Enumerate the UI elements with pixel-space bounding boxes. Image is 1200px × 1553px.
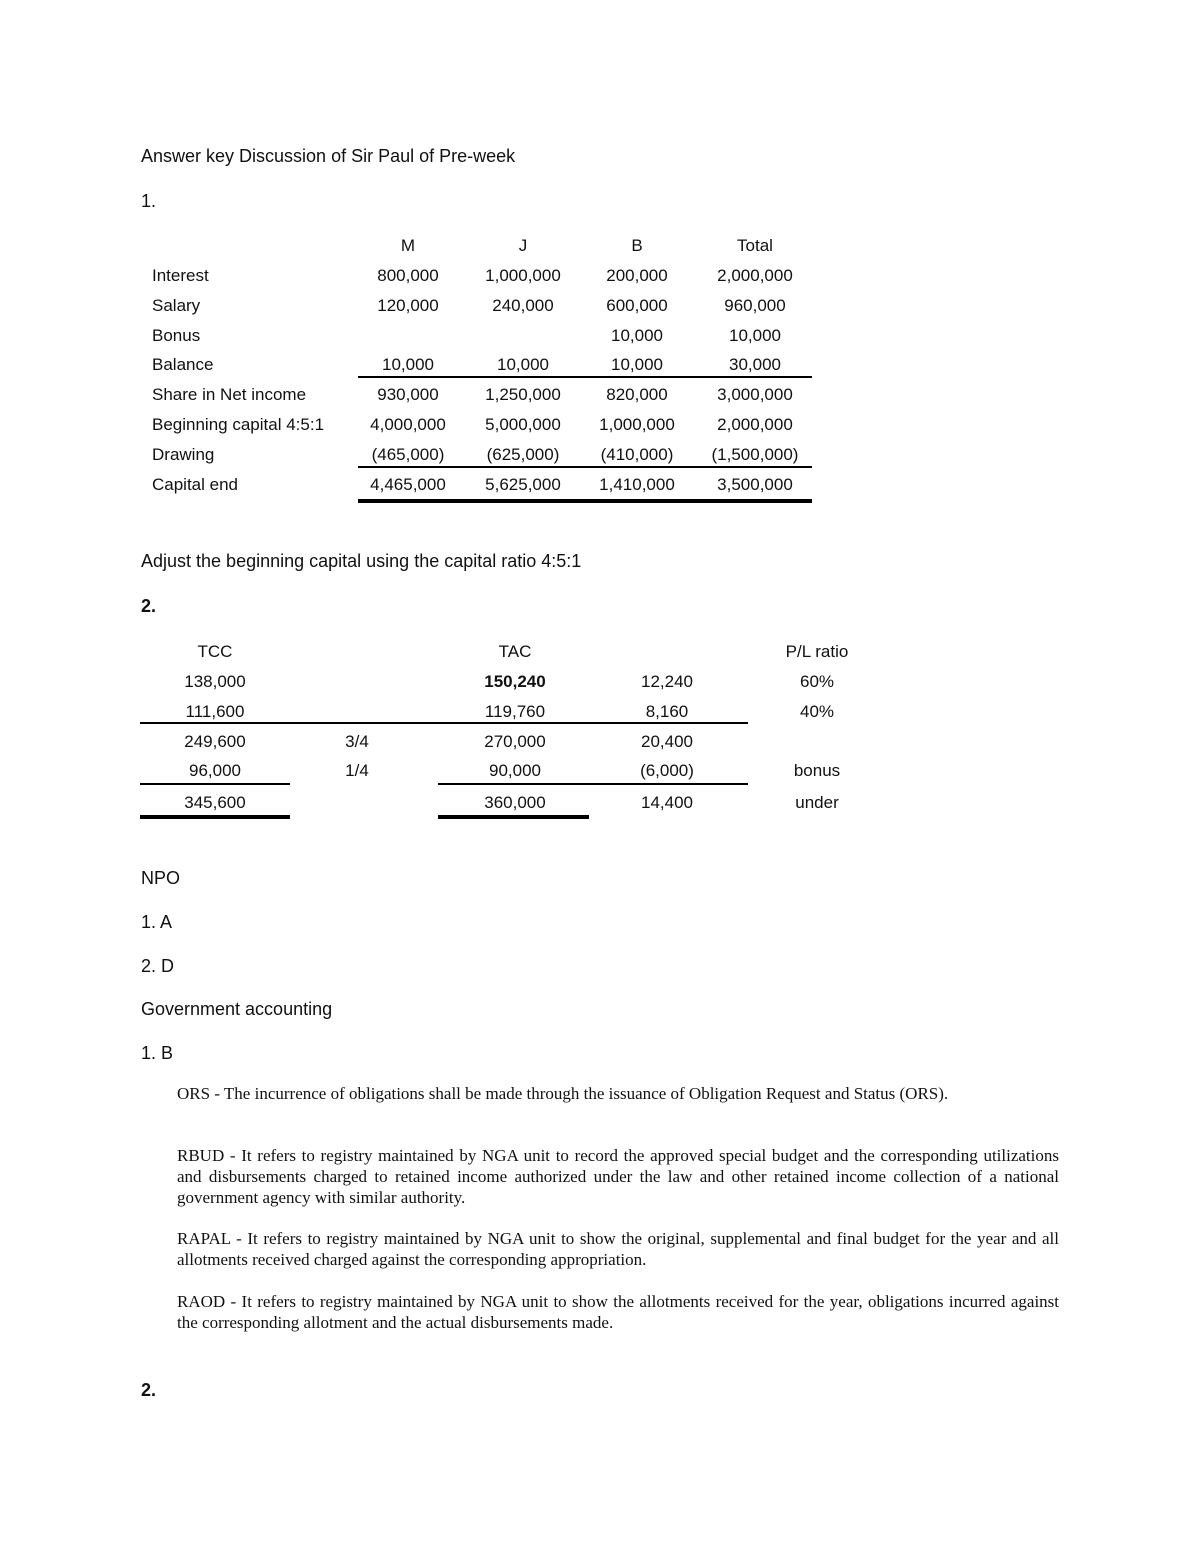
double-underline — [358, 499, 812, 503]
header-tcc: TCC — [197, 642, 233, 661]
cell: (410,000) — [600, 445, 674, 464]
cell: 240,000 — [492, 296, 554, 315]
cell: 200,000 — [606, 266, 668, 285]
cell: 138,000 — [184, 672, 246, 691]
cell: 800,000 — [377, 266, 439, 285]
q1-note: Adjust the beginning capital using the capital ratio 4:5:1 — [141, 551, 582, 571]
cell: 10,000 — [611, 355, 663, 374]
tcc-double-underline — [140, 815, 290, 819]
cell: 10,000 — [382, 355, 434, 374]
cell: 12,240 — [641, 672, 693, 691]
cell: 120,000 — [377, 296, 439, 315]
cell: 3,000,000 — [717, 385, 793, 404]
row-label: Balance — [152, 355, 214, 374]
cell: 10,000 — [611, 326, 663, 345]
cell: 360,000 — [484, 793, 546, 812]
subtotal-rule — [358, 376, 812, 378]
cell: 14,400 — [641, 793, 693, 812]
raod-paragraph: RAOD - It refers to registry maintained by NGA unit to show the allotments received for the year, obligations incurred against the corresponding allotment and the actual disbursements made. — [177, 1292, 1059, 1332]
cell: 1,250,000 — [485, 385, 561, 404]
question-1-number: 1. — [141, 191, 157, 211]
cell: (625,000) — [486, 445, 560, 464]
header-total: Total — [737, 236, 773, 255]
cell: 4,000,000 — [370, 415, 446, 434]
header-b: B — [631, 236, 643, 255]
row-label: Salary — [152, 296, 201, 315]
row-label: Bonus — [152, 326, 201, 345]
cell: 249,600 — [184, 732, 246, 751]
header-tac: TAC — [498, 642, 532, 661]
npo-answer-2: 2. D — [141, 956, 175, 976]
cell: 20,400 — [641, 732, 693, 751]
cell: 119,760 — [484, 702, 546, 721]
header-pl-ratio: P/L ratio — [785, 642, 849, 661]
gov-heading: Government accounting — [141, 999, 333, 1019]
cell: 820,000 — [606, 385, 668, 404]
cell: 4,465,000 — [370, 475, 446, 494]
cell: 5,625,000 — [485, 475, 561, 494]
cell: 60% — [799, 672, 835, 691]
header-j: J — [518, 236, 528, 255]
row-label: Interest — [152, 266, 209, 285]
cell: 600,000 — [606, 296, 668, 315]
tac-double-underline — [438, 815, 589, 819]
cell: 3/4 — [345, 732, 369, 751]
ors-paragraph: ORS - The incurrence of obligations shall be made through the issuance of Obligation Request and Status (ORS). — [177, 1084, 949, 1103]
cell: 1/4 — [345, 761, 369, 780]
cell: 1,410,000 — [599, 475, 675, 494]
cell: 930,000 — [377, 385, 439, 404]
row-label: Share in Net income — [152, 385, 307, 404]
cell: (6,000) — [640, 761, 694, 780]
cell: bonus — [793, 761, 841, 780]
cell: 1,000,000 — [485, 266, 561, 285]
question-2-number: 2. — [141, 596, 157, 616]
rbud-paragraph: RBUD - It refers to registry maintained by NGA unit to record the approved special budget and the corresponding utilizations and disbursements charged to retained income authorized under the law and other retained income collection of a national government agency with similar authority. — [177, 1146, 1059, 1207]
cell: 96,000 — [189, 761, 241, 780]
row-label: Beginning capital 4:5:1 — [152, 415, 325, 434]
total-rule — [358, 466, 812, 468]
cell: 90,000 — [489, 761, 541, 780]
cell: 2,000,000 — [717, 415, 793, 434]
cell: 270,000 — [484, 732, 546, 751]
cell: 345,600 — [184, 793, 246, 812]
cell: 111,600 — [185, 702, 245, 721]
cell: 10,000 — [729, 326, 781, 345]
npo-answer-1: 1. A — [141, 912, 173, 932]
cell: 30,000 — [729, 355, 781, 374]
row-label: Capital end — [152, 475, 239, 494]
cell: 960,000 — [724, 296, 786, 315]
cell: 2,000,000 — [717, 266, 793, 285]
cell: 150,240 — [484, 672, 546, 691]
header-m: M — [400, 236, 416, 255]
row-label: Drawing — [152, 445, 215, 464]
cell: 40% — [799, 702, 835, 721]
subtotal-rule — [140, 722, 748, 724]
tcc-rule — [140, 783, 290, 785]
cell: under — [795, 793, 839, 812]
npo-heading: NPO — [141, 868, 181, 888]
cell: 3,500,000 — [717, 475, 793, 494]
cell: 10,000 — [497, 355, 549, 374]
gov-answer-1: 1. B — [141, 1043, 174, 1063]
rapal-paragraph: RAPAL - It refers to registry maintained by NGA unit to show the original, supplemental and final budget for the year and all allotments received charged against the corresponding appropriation. — [177, 1229, 1059, 1269]
gov-answer-2: 2. — [141, 1380, 157, 1400]
cell: (465,000) — [371, 445, 445, 464]
cell: 8,160 — [645, 702, 689, 721]
cell: 5,000,000 — [485, 415, 561, 434]
cell: (1,500,000) — [711, 445, 799, 464]
cell: 1,000,000 — [599, 415, 675, 434]
document-title: Answer key Discussion of Sir Paul of Pre-week — [141, 146, 516, 166]
tac-rule — [438, 783, 748, 785]
